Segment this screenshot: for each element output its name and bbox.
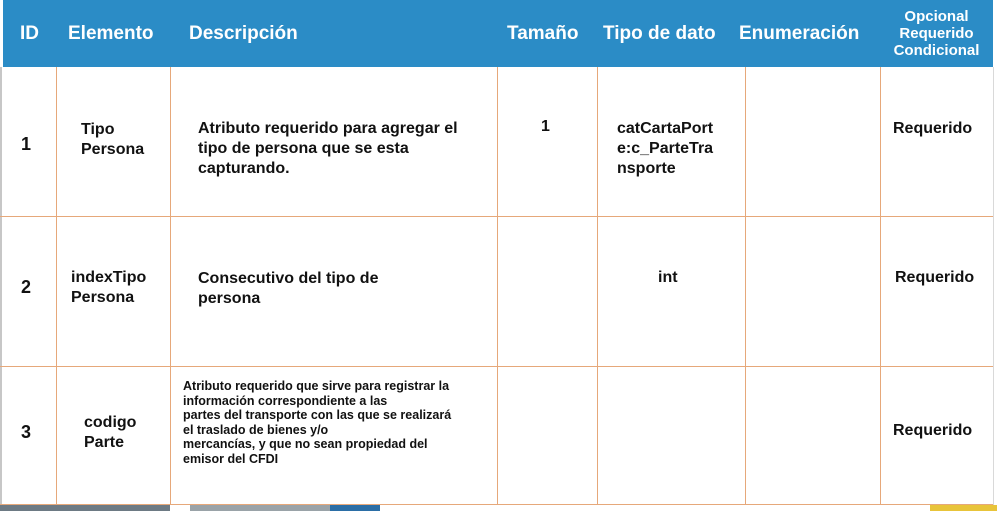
row-divider — [0, 216, 993, 217]
text-line: Parte — [84, 434, 125, 451]
row-1-requerido: Requerido — [893, 120, 973, 137]
text-line: el traslado de bienes y/o — [183, 422, 329, 437]
row-1-elemento — [81, 120, 144, 160]
background-photo-strip — [0, 505, 170, 511]
text-line: emisor del CFDI — [183, 451, 279, 466]
header-id: ID — [20, 22, 39, 44]
row-2-tipo-dato: int — [658, 269, 678, 286]
header-descripcion: Descripción — [189, 22, 298, 44]
text-line: capturando. — [198, 160, 290, 177]
text-line: persona — [198, 290, 261, 307]
right-edge — [993, 67, 994, 505]
text-line: nsporte — [617, 160, 676, 177]
header-opcional: Opcional — [904, 8, 969, 25]
row-divider — [0, 366, 993, 367]
header-opcional-requerido-condicional — [880, 2, 993, 65]
row-3-id: 3 — [21, 422, 32, 442]
text-line: Consecutivo del tipo de — [198, 270, 379, 287]
header-tipo-dato: Tipo de dato — [603, 22, 716, 44]
row-1-tamano: 1 — [541, 118, 550, 135]
text-line: mercancías, y que no sean propiedad del — [183, 437, 428, 451]
text-line: catCartaPort — [617, 120, 714, 137]
text-line: partes del transporte con las que se realizará — [183, 408, 452, 422]
text-line: Tipo — [81, 121, 115, 138]
text-line: codigo — [84, 414, 137, 431]
row-2-descripcion — [198, 269, 378, 309]
text-line: indexTipo — [71, 269, 147, 286]
column-divider — [497, 67, 498, 505]
header-elemento: Elemento — [68, 22, 154, 44]
background-photo-strip — [330, 505, 380, 511]
row-3-requerido: Requerido — [893, 422, 973, 439]
row-1-id: 1 — [21, 134, 32, 154]
column-divider — [56, 67, 57, 505]
row-1-descripcion — [198, 119, 458, 179]
header-condicional: Condicional — [893, 42, 980, 59]
header-enumeracion: Enumeración — [739, 22, 860, 44]
text-line: e:c_ParteTra — [617, 140, 714, 157]
background-photo-strip — [190, 505, 330, 511]
row-2-requerido: Requerido — [895, 269, 975, 286]
text-line: tipo de persona que se esta — [198, 140, 409, 157]
left-edge — [0, 67, 2, 505]
header-tamano: Tamaño — [507, 22, 579, 44]
text-line: Persona — [81, 141, 145, 158]
row-3-descripcion — [183, 379, 451, 466]
text-line: Persona — [71, 289, 135, 306]
column-divider — [597, 67, 598, 505]
text-line: Atributo requerido para agregar el — [198, 120, 458, 137]
column-divider — [880, 67, 881, 505]
row-2-elemento — [71, 268, 146, 308]
text-line: información correspondiente a las — [183, 393, 388, 408]
text-line: Atributo requerido que sirve para registrar la — [183, 379, 450, 393]
row-3-elemento — [84, 413, 136, 453]
background-photo-strip — [930, 505, 997, 511]
row-1-tipo-dato — [617, 119, 713, 179]
header-requerido: Requerido — [899, 25, 974, 42]
row-2-id: 2 — [21, 277, 32, 297]
column-divider — [170, 67, 171, 505]
column-divider — [745, 67, 746, 505]
